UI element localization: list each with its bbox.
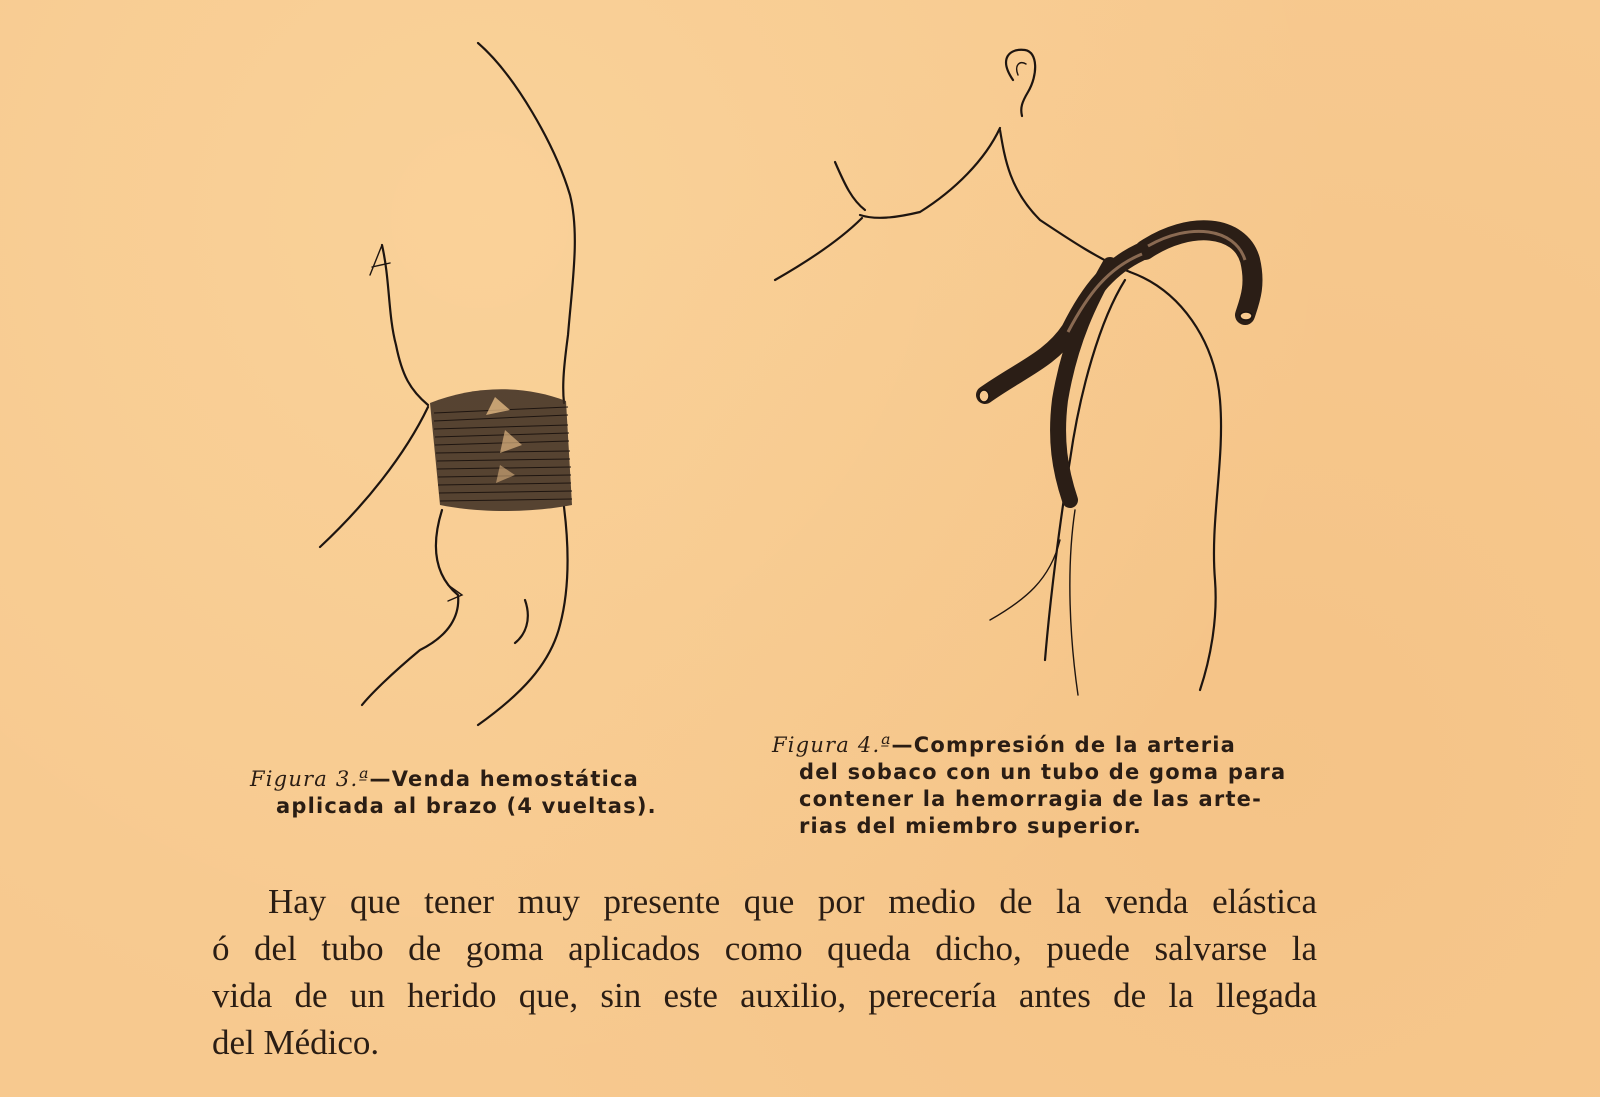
figure-4-caption-line-4: rias del miembro superior. <box>799 814 1142 838</box>
paragraph-line-4: del Médico. <box>212 1023 380 1062</box>
figure-4-caption-line-3: contener la hemorragia de las arte- <box>799 787 1263 811</box>
figure-4-caption-line-1: —Compresión de la arteria <box>891 733 1237 757</box>
figure-3-label: Figura 3.ª <box>250 767 370 791</box>
paragraph-line-2: ó del tubo de goma aplicados como queda dicho, puede salvarse la <box>212 929 1317 968</box>
figure-4-caption-line-2: del sobaco con un tubo de goma para <box>799 760 1287 784</box>
bandage <box>430 389 572 511</box>
figure-3-illustration <box>310 35 610 745</box>
figure-4-illustration <box>770 40 1280 710</box>
body-paragraph <box>212 878 1317 1066</box>
paragraph-line-1: Hay que tener muy presente que por medio de la venda elástica <box>268 882 1317 921</box>
figure-3-caption-line-2: aplicada al brazo (4 vueltas). <box>276 794 657 818</box>
paragraph-line-3: vida de un herido que, sin este auxilio, perecería antes de la llegada <box>212 976 1317 1015</box>
rubber-tube <box>979 230 1253 500</box>
figure-4-label: Figura 4.ª <box>772 733 892 757</box>
figure-3-caption <box>250 766 657 820</box>
figure-4-caption <box>772 732 1286 840</box>
figure-3-caption-line-1: —Venda hemostática <box>369 767 639 791</box>
